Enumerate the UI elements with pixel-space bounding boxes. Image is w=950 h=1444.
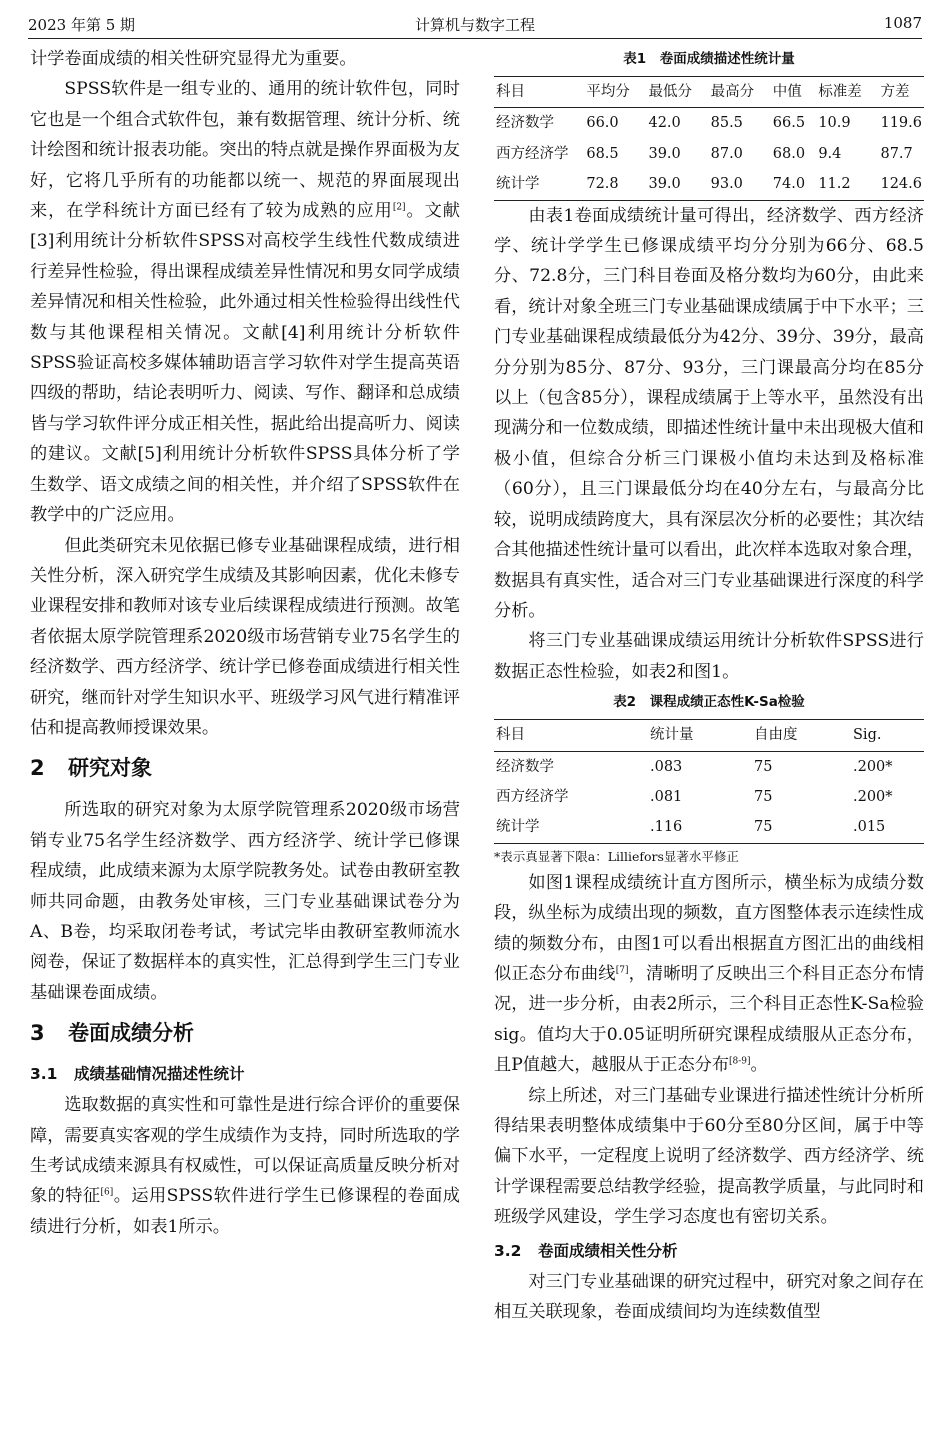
table2 <box>494 719 924 844</box>
section-heading: 3 卷面成绩分析 <box>30 1021 194 1046</box>
column-header: 统计量 <box>650 727 694 744</box>
table-cell: 124.6 <box>880 176 922 193</box>
table-cell: .083 <box>650 758 683 775</box>
left-column <box>30 44 460 1242</box>
table-cell: 75 <box>754 758 773 775</box>
column-header: 中值 <box>772 84 802 100</box>
table-cell: .081 <box>650 788 683 805</box>
column-header: 标准差 <box>818 84 862 100</box>
paragraph: 所选取的研究对象为太原学院管理系2020级市场营销专业75名学生经济数学、西方经济学、统计学已修课程成绩，此成绩来源为太原学院教务处。试卷由教研室教师共同命题，由教务处审核，三门专业基础课试卷分为A、B卷，均采取闭卷考试，考试完毕由教研室教师流水阅卷，保证了数据样本的真实性，汇总得到学生三门专业基础课卷面成绩。 <box>30 800 460 1003</box>
running-header <box>28 8 922 39</box>
paragraph: 但此类研究未见依据已修专业基础课程成绩，进行相关性分析，深入研究学生成绩及其影响因素，优化未修专业课程安排和教师对该专业后续课程成绩进行预测。故笔者依据太原学院管理系2020级市场营销专业75名学生的经济数学、西方经济学、统计学已修卷面成绩进行相关性研究，继而针对学生知识水平、班级学习风气进行精准评估和提高教师授课效果。 <box>30 535 460 738</box>
table-cell: 66.0 <box>586 115 619 132</box>
table-cell: 74.0 <box>772 176 806 193</box>
paragraph: 对三门专业基础课的研究过程中，研究对象之间存在相互关联现象，卷面成绩间均为连续数值型 <box>494 1271 924 1323</box>
table-cell: 75 <box>754 788 773 805</box>
table-cell: 72.8 <box>586 176 619 193</box>
section-heading: 2 研究对象 <box>30 756 152 781</box>
issue-label: 2023 年第 5 期 <box>28 16 136 34</box>
table1 <box>494 76 924 201</box>
paragraph: 如图1课程成绩统计直方图所示，横坐标为成绩分数段，纵坐标为成绩出现的频数，直方图整体表示连续性成绩的频数分布，由图1可以看出根据直方图汇出的曲线相似正态分布曲线[7]，清晰明了反映出三个科目正态分布情况，进一步分析，由表2所示，三个科目正态性K-Sa检验sig。值均大于0.05证明所研究课程成绩服从正态分布，且P值越大，越服从于正态分布[8-9]。 <box>494 872 924 1076</box>
citation: [7] <box>615 965 629 976</box>
column-header: 最低分 <box>648 84 692 100</box>
table2-note: *表示真显著下限a：Lilliefors显著水平修正 <box>494 848 739 864</box>
paragraph: SPSS软件是一组专业的、通用的统计软件包，同时它也是一个组合式软件包，兼有数据管理、统计分析、统计绘图和统计报表功能。突出的特点就是操作界面极为友好，它将几乎所有的功能都以统一、规范的界面展现出来，在学科统计方面已经有了较为成熟的应用[2]。文献[3]利用统计分析软件SPSS对高校学生线性代数成绩进行差异性检验，得出课程成绩差异性情况和男女同学成绩差异情况和相关性检验，此外通过相关性检验得出线性代数与其他课程相关情况。文献[4]利用统计分析软件SPSS验证高校多媒体辅助语言学习软件对学生提高英语四级的帮助，结论表明听力、阅读、写作、翻译和总成绩皆与学习软件评分成正相关性，据此给出提高听力、阅读的建议。文献[5]利用统计分析软件SPSS具体分析了学生数学、语文成绩之间的相关性，并介绍了SPSS软件在教学中的广泛应用。 <box>30 79 460 526</box>
column-header: 科目 <box>496 727 525 744</box>
column-header: 科目 <box>496 84 525 100</box>
citation: [6] <box>100 1187 114 1198</box>
table-row <box>494 812 924 843</box>
table2-caption: 表2 课程成绩正态性K-Sa检验 <box>613 694 805 711</box>
paragraph: 由表1卷面成绩统计量可得出，经济数学、西方经济学、统计学学生已修课成绩平均分分别为66分、68.5分、72.8分，三门科目卷面及格分数均为60分，由此来看，统计对象全班三门专业基础课成绩属于中下水平；三门专业基础课程成绩最低分为42分、39分、39分，最高分分别为85分、87分、93分，三门课最高分均在85分以上（包含85分），课程成绩属于上等水平，虽然没有出现满分和一位数成绩，即描述性统计量中未出现极大值和极小值，但综合分析三门课极小值均未达到及格标准（60分），且三门课最低分均在40分左右，与最高分比较，说明成绩跨度大，具有深层次分析的必要性；其次结合其他描述性统计量可以看出，此次样本选取对象合理，数据具有真实性，适合对三门专业基础课进行深度的科学分析。 <box>494 205 924 621</box>
table-cell: 66.5 <box>772 115 806 132</box>
table-cell: 42.0 <box>648 115 681 132</box>
table-cell: 10.9 <box>818 115 851 132</box>
paragraph: 计学卷面成绩的相关性研究显得尤为重要。 <box>30 49 357 69</box>
citation: [2] <box>392 202 406 213</box>
table-cell: 87.0 <box>710 145 743 162</box>
table-cell: .200* <box>853 758 893 775</box>
column-header: 方差 <box>880 84 910 100</box>
journal-title: 计算机与数字工程 <box>414 16 535 34</box>
table-cell: 39.0 <box>648 145 681 162</box>
table-cell: 75 <box>754 819 773 836</box>
table-row <box>494 169 924 200</box>
subsection-heading: 3.2 卷面成绩相关性分析 <box>494 1241 678 1260</box>
table-cell: 统计学 <box>496 176 540 193</box>
table-cell: 11.2 <box>818 176 851 193</box>
table1-caption: 表1 卷面成绩描述性统计量 <box>623 51 795 67</box>
citation: [8-9] <box>729 1056 751 1067</box>
table-cell: 39.0 <box>648 176 681 193</box>
table-row <box>494 139 924 169</box>
table-cell: 西方经济学 <box>496 788 569 805</box>
column-header: Sig. <box>853 727 882 744</box>
paragraph: 选取数据的真实性和可靠性是进行综合评价的重要保障，需要真实客观的学生成绩作为支持，同时所选取的学生考试成绩来源具有权威性，可以保证高质量反映分析对象的特征[6]。运用SPSS软件进行学生已修课程的卷面成绩进行分析，如表1所示。 <box>30 1095 460 1237</box>
column-header: 自由度 <box>754 727 798 744</box>
table-cell: 统计学 <box>496 819 540 836</box>
table-cell: 68.0 <box>772 145 806 162</box>
table-cell: .200* <box>853 788 893 805</box>
table-cell: 9.4 <box>818 145 842 162</box>
table-cell: 85.5 <box>710 115 743 132</box>
column-header: 最高分 <box>710 84 755 100</box>
right-column <box>494 44 924 1327</box>
paragraph: 将三门专业基础课成绩运用统计分析软件SPSS进行数据正态性检验，如表2和图1。 <box>494 631 924 682</box>
paragraph: 综上所述，对三门基础专业课进行描述性统计分析所得结果表明整体成绩集中于60分至80分区间，属于中等偏下水平，一定程度上说明了经济数学、西方经济学、统计学课程需要总结教学经验，提高教学质量，与此同时和班级学风建设，学生学习态度也有密切关系。 <box>494 1085 924 1228</box>
table-cell: .015 <box>853 819 886 836</box>
table-row <box>494 108 924 139</box>
table-row <box>494 751 924 782</box>
table-cell: 119.6 <box>880 115 922 132</box>
table-row <box>494 782 924 812</box>
table-cell: 93.0 <box>710 176 743 193</box>
table-cell: 经济数学 <box>496 115 554 132</box>
column-header: 平均分 <box>586 84 630 100</box>
table-cell: 西方经济学 <box>496 145 569 162</box>
table-cell: 87.7 <box>880 145 913 162</box>
table-cell: .116 <box>650 819 683 836</box>
table-cell: 68.5 <box>586 145 619 162</box>
page-number: 1087 <box>883 14 922 32</box>
table-cell: 经济数学 <box>496 758 554 775</box>
subsection-heading: 3.1 成绩基础情况描述性统计 <box>30 1065 245 1084</box>
